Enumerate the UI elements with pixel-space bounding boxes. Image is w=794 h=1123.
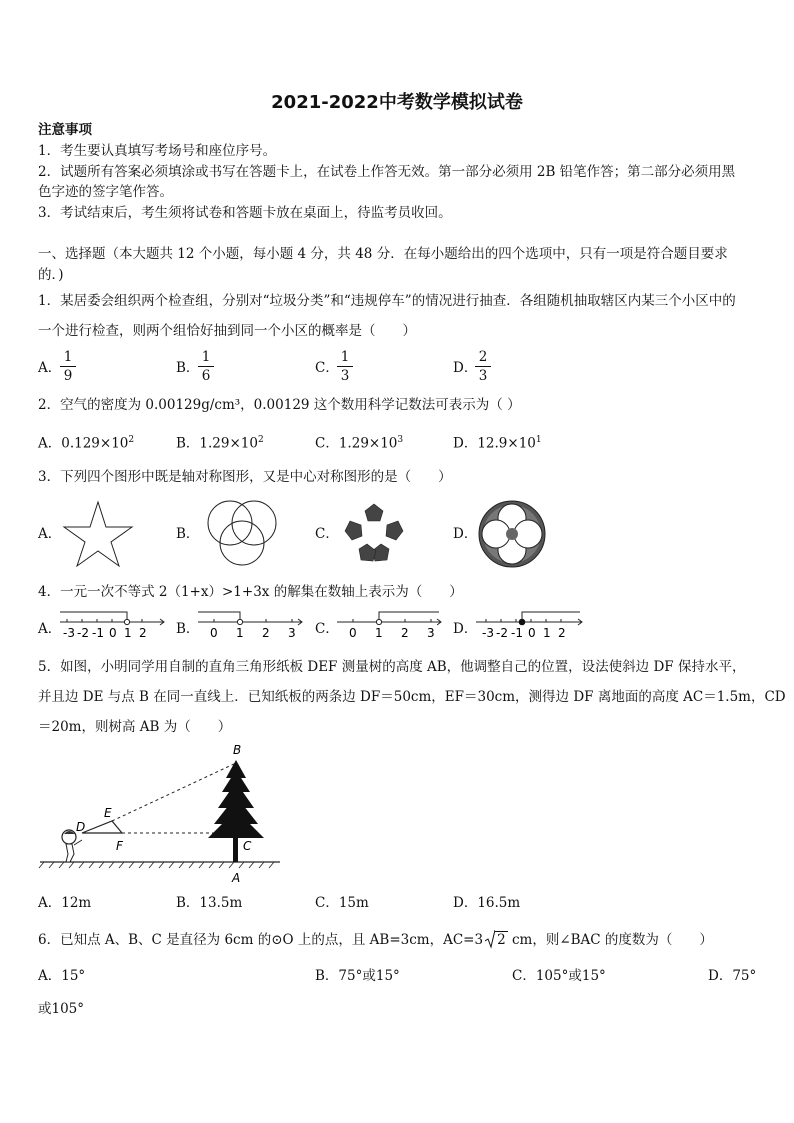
q2-option-d: D．$12.9\times 10^1$	[453, 435, 542, 452]
notes-item-2a: 2．试题所有答案必须填涂或书写在答题卡上，在试卷上作答无效。第一部分必须用 2B 铅笔作答；第二部分必须用黑	[38, 164, 736, 180]
q2-option-b: B．$1.29\times 10^2$	[176, 435, 264, 452]
svg-text:1: 1	[375, 626, 383, 640]
q4-number-line-c	[335, 606, 445, 640]
svg-text:-1: -1	[92, 626, 104, 640]
q5-option-d: D．16.5m	[453, 895, 521, 911]
q6-option-d: D．75°	[708, 968, 757, 984]
sqrt-symbol: 2	[485, 931, 508, 949]
svg-text:2: 2	[401, 626, 409, 640]
q4-number-line-a	[58, 606, 168, 640]
svg-text:1: 1	[236, 626, 244, 640]
q1-option-a-fraction	[60, 349, 76, 384]
q4-number-line-b	[196, 606, 306, 640]
svg-text:F: F	[116, 839, 123, 853]
section-heading-line2: 的．)	[38, 267, 64, 283]
svg-text:-1: -1	[511, 626, 523, 640]
svg-text:2: 2	[262, 626, 270, 640]
svg-text:-3: -3	[482, 626, 494, 640]
denominator: 3	[340, 368, 350, 384]
notes-item-2b: 色字迹的签字笔作答。	[38, 184, 173, 200]
q5-stem-line2: 并且边 DE 与点 B 在同一直线上．已知纸板的两条边 DF＝50cm，EF＝30cm，测得边 DF 离地面的高度 AC＝1.5m，CD	[38, 689, 786, 705]
q3-stem: 3．下列四个图形中既是轴对称图形，又是中心对称图形的是（ ）	[38, 469, 452, 485]
svg-text:B: B	[233, 743, 242, 757]
q6-option-b: B．75°或15°	[315, 968, 400, 984]
q6-option-c: C．105°或15°	[512, 968, 606, 984]
q1-stem-line1: 1．某居委会组织两个检查组，分别对“垃圾分类”和“违规停车”的情况进行抽查．各组随机抽取辖区内某三个小区中的	[38, 293, 736, 309]
circle-petal-figure	[476, 498, 548, 570]
numerator: 2	[478, 349, 488, 365]
q1-option-d-label: D．	[453, 360, 478, 376]
svg-text:0: 0	[349, 626, 357, 640]
q5-stem-line3: ＝20m，则树高 AB 为（ ）	[38, 719, 232, 735]
q3-option-d-label: D．	[453, 526, 478, 542]
q1-option-b-label: B．	[176, 360, 200, 376]
q1-option-c-label: C．	[315, 360, 339, 376]
svg-text:-3: -3	[63, 626, 75, 640]
q5-option-c: C．15m	[315, 895, 369, 911]
q5-option-b: B．13.5m	[176, 895, 243, 911]
svg-text:A: A	[232, 871, 241, 885]
q2-option-c: C．$1.29\times 10^3$	[315, 435, 404, 452]
numerator: 1	[63, 349, 73, 365]
q1-option-b-fraction	[198, 349, 214, 384]
numerator: 1	[340, 349, 350, 365]
notes-item-1: 1．考生要认真填写考场号和座位序号。	[38, 143, 277, 159]
q2-stem: 2．空气的密度为 0.00129g/cm³，0.00129 这个数用科学记数法可表示为（ ）	[38, 397, 521, 413]
svg-text:1: 1	[124, 626, 132, 640]
q4-option-b-label: B．	[176, 621, 200, 637]
svg-text:2: 2	[558, 626, 566, 640]
q6-stem: 6．已知点 A、B、C 是直径为 6cm 的⊙O 上的点，且 AB=3cm，AC=3 2 cm，则∠BAC 的度数为（ ）	[38, 932, 713, 948]
notes-item-3: 3．考试结束后，考生须将试卷和答题卡放在桌面上，待监考员收回。	[38, 205, 452, 221]
denominator: 3	[478, 368, 488, 384]
q4-number-line-d	[474, 606, 586, 640]
svg-text:-2: -2	[77, 626, 89, 640]
q4-option-d-label: D．	[453, 621, 478, 637]
svg-text:0: 0	[528, 626, 536, 640]
q2-option-a: A．$0.129\times 10^2$	[38, 435, 135, 452]
three-circles-figure	[202, 498, 282, 568]
page-title: 2021-2022中考数学模拟试卷	[271, 92, 523, 113]
svg-text:E: E	[104, 806, 112, 820]
q5-stem-line1: 5．如图，小明同学用自制的直角三角形纸板 DEF 测量树的高度 AB，他调整自己的位置，设法使斜边 DF 保持水平，	[38, 659, 746, 675]
svg-text:3: 3	[288, 626, 296, 640]
pentagons-figure	[340, 500, 408, 566]
q4-stem: 4．一元一次不等式 2（1+x）>1+3x 的解集在数轴上表示为（ ）	[38, 584, 463, 600]
q3-option-a-label: A．	[38, 526, 62, 542]
svg-text:-2: -2	[496, 626, 508, 640]
numerator: 1	[201, 349, 211, 365]
q1-option-a-label: A．	[38, 360, 62, 376]
q4-option-a-label: A．	[38, 621, 62, 637]
svg-text:0: 0	[109, 626, 117, 640]
q3-option-c-label: C．	[315, 526, 339, 542]
q6-option-a: A．15°	[38, 968, 86, 984]
person-icon	[62, 830, 82, 862]
q1-stem-line2: 一个进行检查，则两个组恰好抽到同一个小区的概率是（ ）	[38, 323, 416, 339]
q3-option-b-label: B．	[176, 526, 200, 542]
q5-option-a: A．12m	[38, 895, 92, 911]
q1-option-d-fraction	[475, 349, 491, 384]
notes-heading: 注意事项	[38, 122, 92, 138]
svg-text:0: 0	[210, 626, 218, 640]
q4-option-c-label: C．	[315, 621, 339, 637]
star-figure	[62, 500, 134, 568]
tree-icon	[208, 760, 264, 862]
svg-text:D: D	[76, 820, 86, 834]
svg-text:C: C	[243, 839, 252, 853]
svg-text:2: 2	[139, 626, 147, 640]
svg-text:1: 1	[543, 626, 551, 640]
denominator: 6	[201, 368, 211, 384]
q1-option-c-fraction	[337, 349, 353, 384]
q6-option-d-wrap: 或105°	[38, 1001, 85, 1017]
q5-tree-diagram	[36, 742, 286, 888]
denominator: 9	[63, 368, 73, 384]
section-heading-line1: 一、选择题（本大题共 12 个小题，每小题 4 分，共 48 分．在每小题给出的四个选项中，只有一项是符合题目要求	[38, 246, 728, 262]
svg-text:3: 3	[427, 626, 435, 640]
